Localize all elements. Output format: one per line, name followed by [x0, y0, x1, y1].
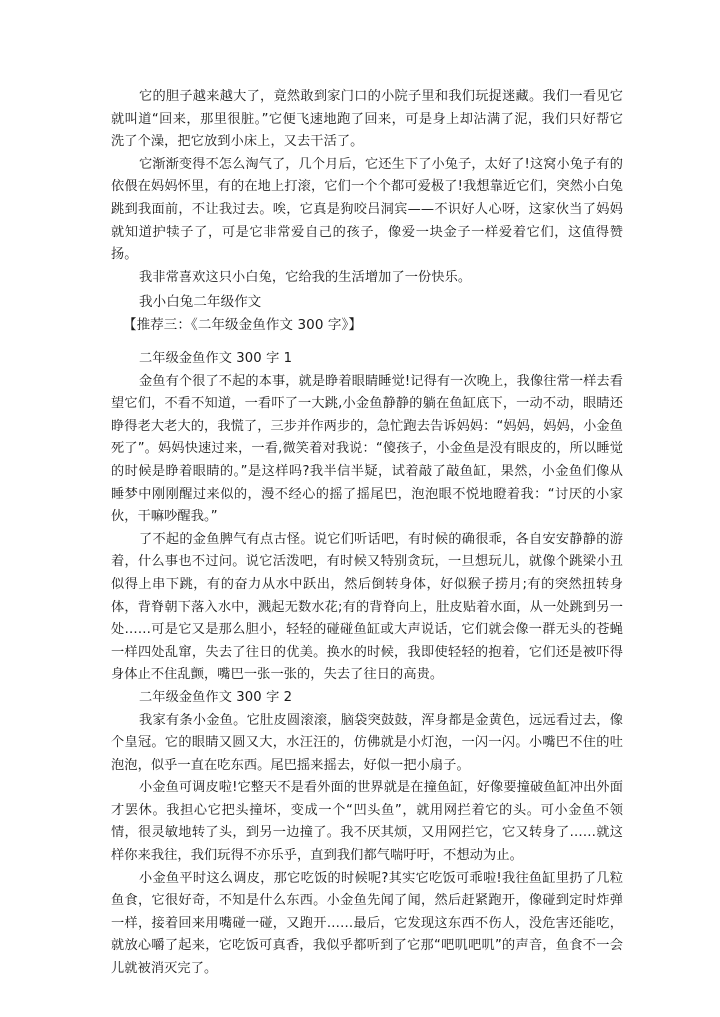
paragraph: 小金鱼可调皮啦!它整天不是看外面的世界就是在撞鱼缸，好像要撞破鱼缸冲出外面才罢休。我担心它把头撞坏，变成一个“凹头鱼”，就用网拦着它的头。可小金鱼不领情，很灵敏地转了头，到另一边撞了。我不厌其烦，又用网拦它，它又转身了……就这样你来我往，我们玩得不亦乐乎，直到我们都气喘吁吁，不想动为止。	[111, 780, 623, 864]
essay-rabbit-ending	[111, 86, 623, 289]
paragraph: 它的胆子越来越大了，竟然敢到家门口的小院子里和我们玩捉迷藏。我们一看见它就叫道“回来，那里很脏。”它便飞速地跑了回来，可是身上却沾满了泥，我们只好帮它洗了个澡，把它放到小床上，又去干活了。	[111, 89, 623, 150]
paragraph: 它渐渐变得不怎么淘气了，几个月后，它还生下了小兔子，太好了!这窝小兔子有的依偎在妈妈怀里，有的在地上打滚，它们一个个都可爱极了!我想靠近它们，突然小白兔跳到我面前，不让我过去。唉，它真是狗咬吕洞宾——不识好人心呀，这家伙当了妈妈就知道护犊子了，可是它非常爱自己的孩子，像爱一块金子一样爱着它们，这值得赞扬。	[111, 156, 623, 263]
paragraph: 了不起的金鱼脾气有点古怪。说它们听话吧，有时候的确很乖，各自安安静静的游着，什么事也不过问。说它活泼吧，有时候又特别贪玩，一旦想玩儿，就像个跳梁小丑似得上串下跳，有的奋力从水中跃出，然后倒转身体，好似猴子捞月;有的突然扭转身体，背脊朝下落入水中，溅起无数水花;有的背脊向上，肚皮贴着水面，从一处跳到另一处……可是它又是那么胆小，轻轻的碰碰鱼缸或大声说话，它们就会像一群无头的苍蝇一样四处乱窜，失去了往日的优美。换水的时候，我即使轻轻的抱着，它们还是被吓得身体止不住乱颤，嘴巴一张一张的，失去了往日的高贵。	[111, 531, 623, 683]
section-heading-block	[111, 291, 623, 336]
section-title: 我小白兔二年级作文	[139, 294, 262, 310]
paragraph: 小金鱼平时这么调皮，那它吃饭的时候呢?其实它吃饭可乖啦!我往鱼缸里扔了几粒鱼食，它很好奇，不知是什么东西。小金鱼先闻了闻，然后赶紧跑开，像碰到定时炸弹一样，接着回来用嘴碰一碰，又跑开……最后，它发现这东西不伤人，没危害还能吃，就放心嚼了起来，它吃饭可真香，我似乎都听到了它那“吧叽吧叽”的声音，鱼食不一会儿就被消灭完了。	[111, 870, 623, 977]
paragraph: 我家有条小金鱼。它肚皮圆滚滚，脑袋突鼓鼓，浑身都是金黄色，远远看过去，像个皇冠。它的眼睛又圆又大，水汪汪的，仿佛就是小灯泡，一闪一闪。小嘴巴不住的吐泡泡，似乎一直在吃东西。尾巴摇来摇去，好似一把小扇子。	[111, 712, 623, 773]
essay-title: 二年级金鱼作文 300 字 2	[139, 689, 293, 705]
paragraph: 金鱼有个很了不起的本事，就是睁着眼睛睡觉!记得有一次晚上，我像往常一样去看望它们，不看不知道，一看吓了一大跳,小金鱼静静的躺在鱼缸底下，一动不动，眼睛还睁得老大老大的，我慌了，三步并作两步的，急忙跑去告诉妈妈：“妈妈，妈妈，小金鱼死了”。妈妈快速过来，一看,微笑着对我说：“傻孩子，小金鱼是没有眼皮的，所以睡觉的时候是睁着眼睛的。”是这样吗?我半信半疑，试着敲了敲鱼缸，果然，小金鱼们像从睡梦中刚刚醒过来似的，漫不经心的摇了摇尾巴，泡泡眼不悦地瞪着我：“讨厌的小家伙，干嘛吵醒我。”	[111, 373, 623, 525]
essay-goldfish	[111, 348, 623, 981]
recommend-title: 【推荐三：《二年级金鱼作文 300 字》】	[123, 316, 362, 333]
essay-title: 二年级金鱼作文 300 字 1	[139, 351, 293, 366]
paragraph: 我非常喜欢这只小白兔，它给我的生活增加了一份快乐。	[139, 269, 472, 285]
